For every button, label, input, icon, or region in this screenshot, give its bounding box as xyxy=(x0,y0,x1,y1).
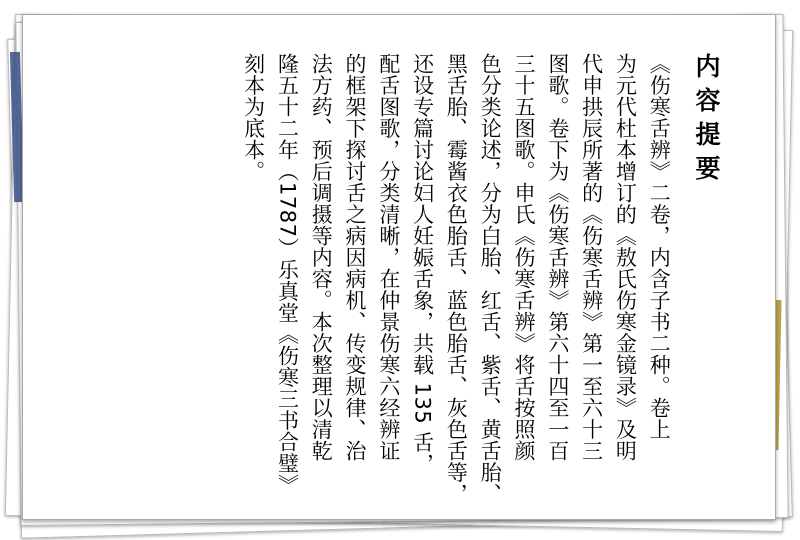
summary-text: 《伤寒舌辨》二卷，内含子书二种。卷上 为元代杜本增订的《敖氏伤寒金镜录》及明 代申拱辰所著的《伤寒舌辨》第一至六十三 图歌。卷下为《伤寒舌辨》第六十四至一百 三十五图歌。申氏《伤寒舌辨》将舌按照颜 色分类论述，分为白胎、红舌、紫舌、黄舌胎、 黑舌胎、霉酱衣色胎舌、蓝色胎舌、灰色舌等， 还设专篇讨论妇人妊娠舌象，共载 135 舌， 配舌图歌，分类清晰，在仲景伤寒六经辨证 的框架下探讨舌之病因病机、传变规律、治 法方药、预后调摄等内容。本次整理以清乾 隆五十二年（1787）乐真堂《伤寒三书合璧》 刻本为底本。 xyxy=(241,53,672,505)
vertical-text-block xyxy=(236,53,723,505)
document-page xyxy=(22,14,776,520)
page-title: 内容提要 xyxy=(692,53,721,189)
